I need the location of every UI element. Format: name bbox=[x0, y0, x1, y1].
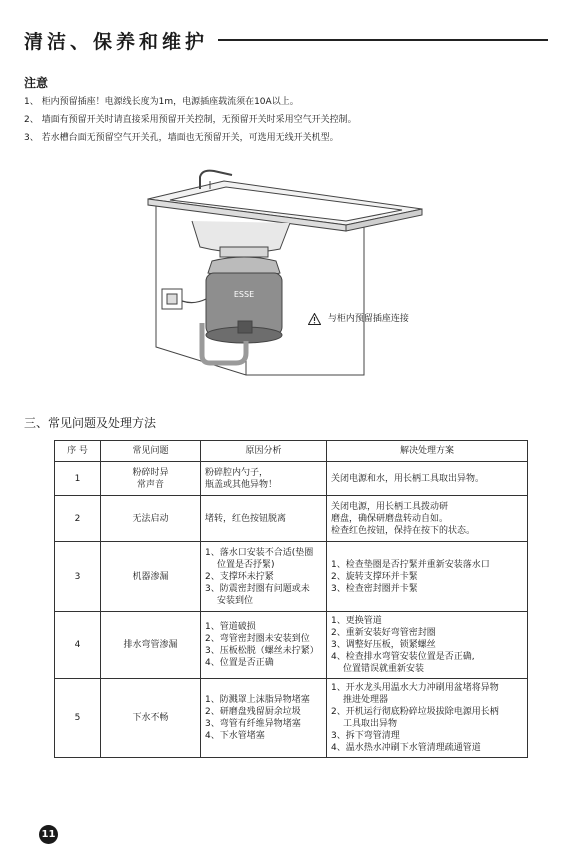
title-rule bbox=[218, 39, 548, 41]
cause-line: 粉碎腔内勺子， bbox=[205, 467, 269, 478]
solution-line: 磨盘，确保研磨盘转动自如。 bbox=[331, 513, 449, 524]
solution-line: 4、温水热水冲刷下水管清理疏通管道 bbox=[331, 743, 481, 753]
warning-label: 与柜内预留插座连接 bbox=[327, 314, 409, 324]
cause-cell bbox=[201, 612, 327, 679]
solution-cell bbox=[327, 496, 528, 542]
table-row bbox=[55, 496, 528, 542]
row-number: 5 bbox=[55, 679, 101, 758]
row-number: 1 bbox=[55, 462, 101, 496]
solution-cell bbox=[327, 542, 528, 612]
solution-line: 3、调整好压板，锁紧螺丝 bbox=[331, 640, 436, 650]
solution-line: 3、检查密封圈并卡緊 bbox=[331, 583, 418, 594]
page-number: 11 bbox=[39, 825, 58, 844]
header-cause: 原因分析 bbox=[201, 441, 327, 462]
cause-line: 2、弯管密封圈未安装到位 bbox=[205, 634, 310, 644]
disposer-brand-text: ESSE bbox=[233, 290, 255, 299]
solution-line: 推进处理器 bbox=[343, 695, 389, 705]
table-row bbox=[55, 612, 528, 679]
warning-triangle-icon bbox=[308, 313, 321, 325]
cause-cell bbox=[201, 679, 327, 758]
notes-heading: 注意 bbox=[24, 76, 49, 90]
solution-line: 位置错误就重新安装 bbox=[343, 664, 425, 674]
page-title: 清洁、保养和维护 bbox=[24, 31, 209, 53]
solution-line: 2、旋转支撑环并卡緊 bbox=[331, 571, 418, 582]
cause-line: 4、下水管堵塞 bbox=[205, 731, 265, 741]
cause-line: 1、防溅罩上沫脂异物堵塞 bbox=[205, 695, 310, 705]
row-number: 4 bbox=[55, 612, 101, 679]
cause-line: 1、落水口安装不合适(垫圈 bbox=[205, 547, 314, 558]
installation-illustration bbox=[140, 163, 440, 378]
faq-heading: 三、常见问题及处理方法 bbox=[24, 416, 157, 430]
solution-cell bbox=[327, 679, 528, 758]
cause-line: 位置是否抒緊) bbox=[217, 559, 275, 570]
solution-cell bbox=[327, 612, 528, 679]
cause-line: 堵转，红色按钮脱离 bbox=[205, 513, 287, 524]
solution-line: 1、检查垫圈是否拧緊并重新安装落水口 bbox=[331, 559, 490, 570]
cause-line: 3、压板松脱（螺丝未拧紧） bbox=[205, 646, 319, 656]
cause-cell bbox=[201, 462, 327, 496]
cause-cell bbox=[201, 496, 327, 542]
cause-line: 3、防震密封圈有问题或未 bbox=[205, 583, 310, 594]
table-row bbox=[55, 679, 528, 758]
note-item-2: 2、 墙面有预留开关时请直接采用预留开关控制，无预留开关时采用空气开关控制。 bbox=[24, 115, 357, 125]
problem-cell bbox=[101, 496, 201, 542]
solution-line: 4、检查排水弯管安装位置是否正确, bbox=[331, 652, 475, 662]
cause-line: 1、管道破损 bbox=[205, 622, 256, 632]
cause-cell bbox=[201, 542, 327, 612]
solution-cell bbox=[327, 462, 528, 496]
problem-cell bbox=[101, 679, 201, 758]
note-item-1: 1、 柜内预留插座！电源线长度为1m，电源插座载流须在10A以上。 bbox=[24, 97, 299, 107]
row-number: 3 bbox=[55, 542, 101, 612]
table-row bbox=[55, 542, 528, 612]
solution-line: 检查红色按钮，保持在按下的状态。 bbox=[331, 525, 476, 536]
solution-line: 关闭电源，用长柄工具拨动研 bbox=[331, 501, 449, 512]
problem-cell bbox=[101, 462, 201, 496]
solution-line: 1、开水龙头用温水大力冲刷用盆堵将异物 bbox=[331, 683, 499, 693]
header-no: 序 号 bbox=[55, 441, 101, 462]
problem-cell bbox=[101, 612, 201, 679]
problem-line: 常声音 bbox=[136, 479, 164, 490]
problem-cell bbox=[101, 542, 201, 612]
note-item-3: 3、 若水槽台面无预留空气开关孔，墙面也无预留开关，可选用无线开关机型。 bbox=[24, 133, 339, 143]
header-problem: 常见问题 bbox=[101, 441, 201, 462]
cause-line: 安装到位 bbox=[217, 595, 254, 606]
cause-line: 瓶盖或其他异物！ bbox=[205, 479, 278, 490]
problem-line: 机器渗漏 bbox=[132, 571, 169, 582]
solution-line: 2、重新安装好弯管密封圈 bbox=[331, 628, 436, 638]
problem-line: 排水弯管渗漏 bbox=[123, 640, 178, 650]
header-solution: 解决处理方案 bbox=[327, 441, 528, 462]
cause-line: 4、位置是否正确 bbox=[205, 658, 274, 668]
cause-line: 3、弯管有纤维异物堵塞 bbox=[205, 719, 301, 729]
disposer-collar bbox=[220, 247, 268, 257]
cause-line: 2、研磨盘残留厨余垃圾 bbox=[205, 707, 301, 717]
solution-line: 1、更换管道 bbox=[331, 616, 382, 626]
solution-line: 工具取出异物 bbox=[343, 719, 398, 729]
problem-line: 下水不畅 bbox=[132, 713, 169, 723]
solution-line: 3、拆下弯管清理 bbox=[331, 731, 400, 741]
solution-line: 关闭电源和水，用长柄工具取出异物。 bbox=[331, 473, 485, 484]
warning-note bbox=[308, 311, 409, 325]
faq-table bbox=[54, 440, 528, 758]
solution-line: 2、开机运行彻底粉碎垃圾拔除电源用长柄 bbox=[331, 707, 499, 717]
problem-line: 无法启动 bbox=[132, 513, 169, 524]
row-number: 2 bbox=[55, 496, 101, 542]
table-row bbox=[55, 462, 528, 496]
faq-header-row bbox=[55, 441, 528, 462]
cause-line: 2、支撑环未拧紧 bbox=[205, 571, 274, 582]
problem-line: 粉碎时异 bbox=[132, 467, 169, 478]
